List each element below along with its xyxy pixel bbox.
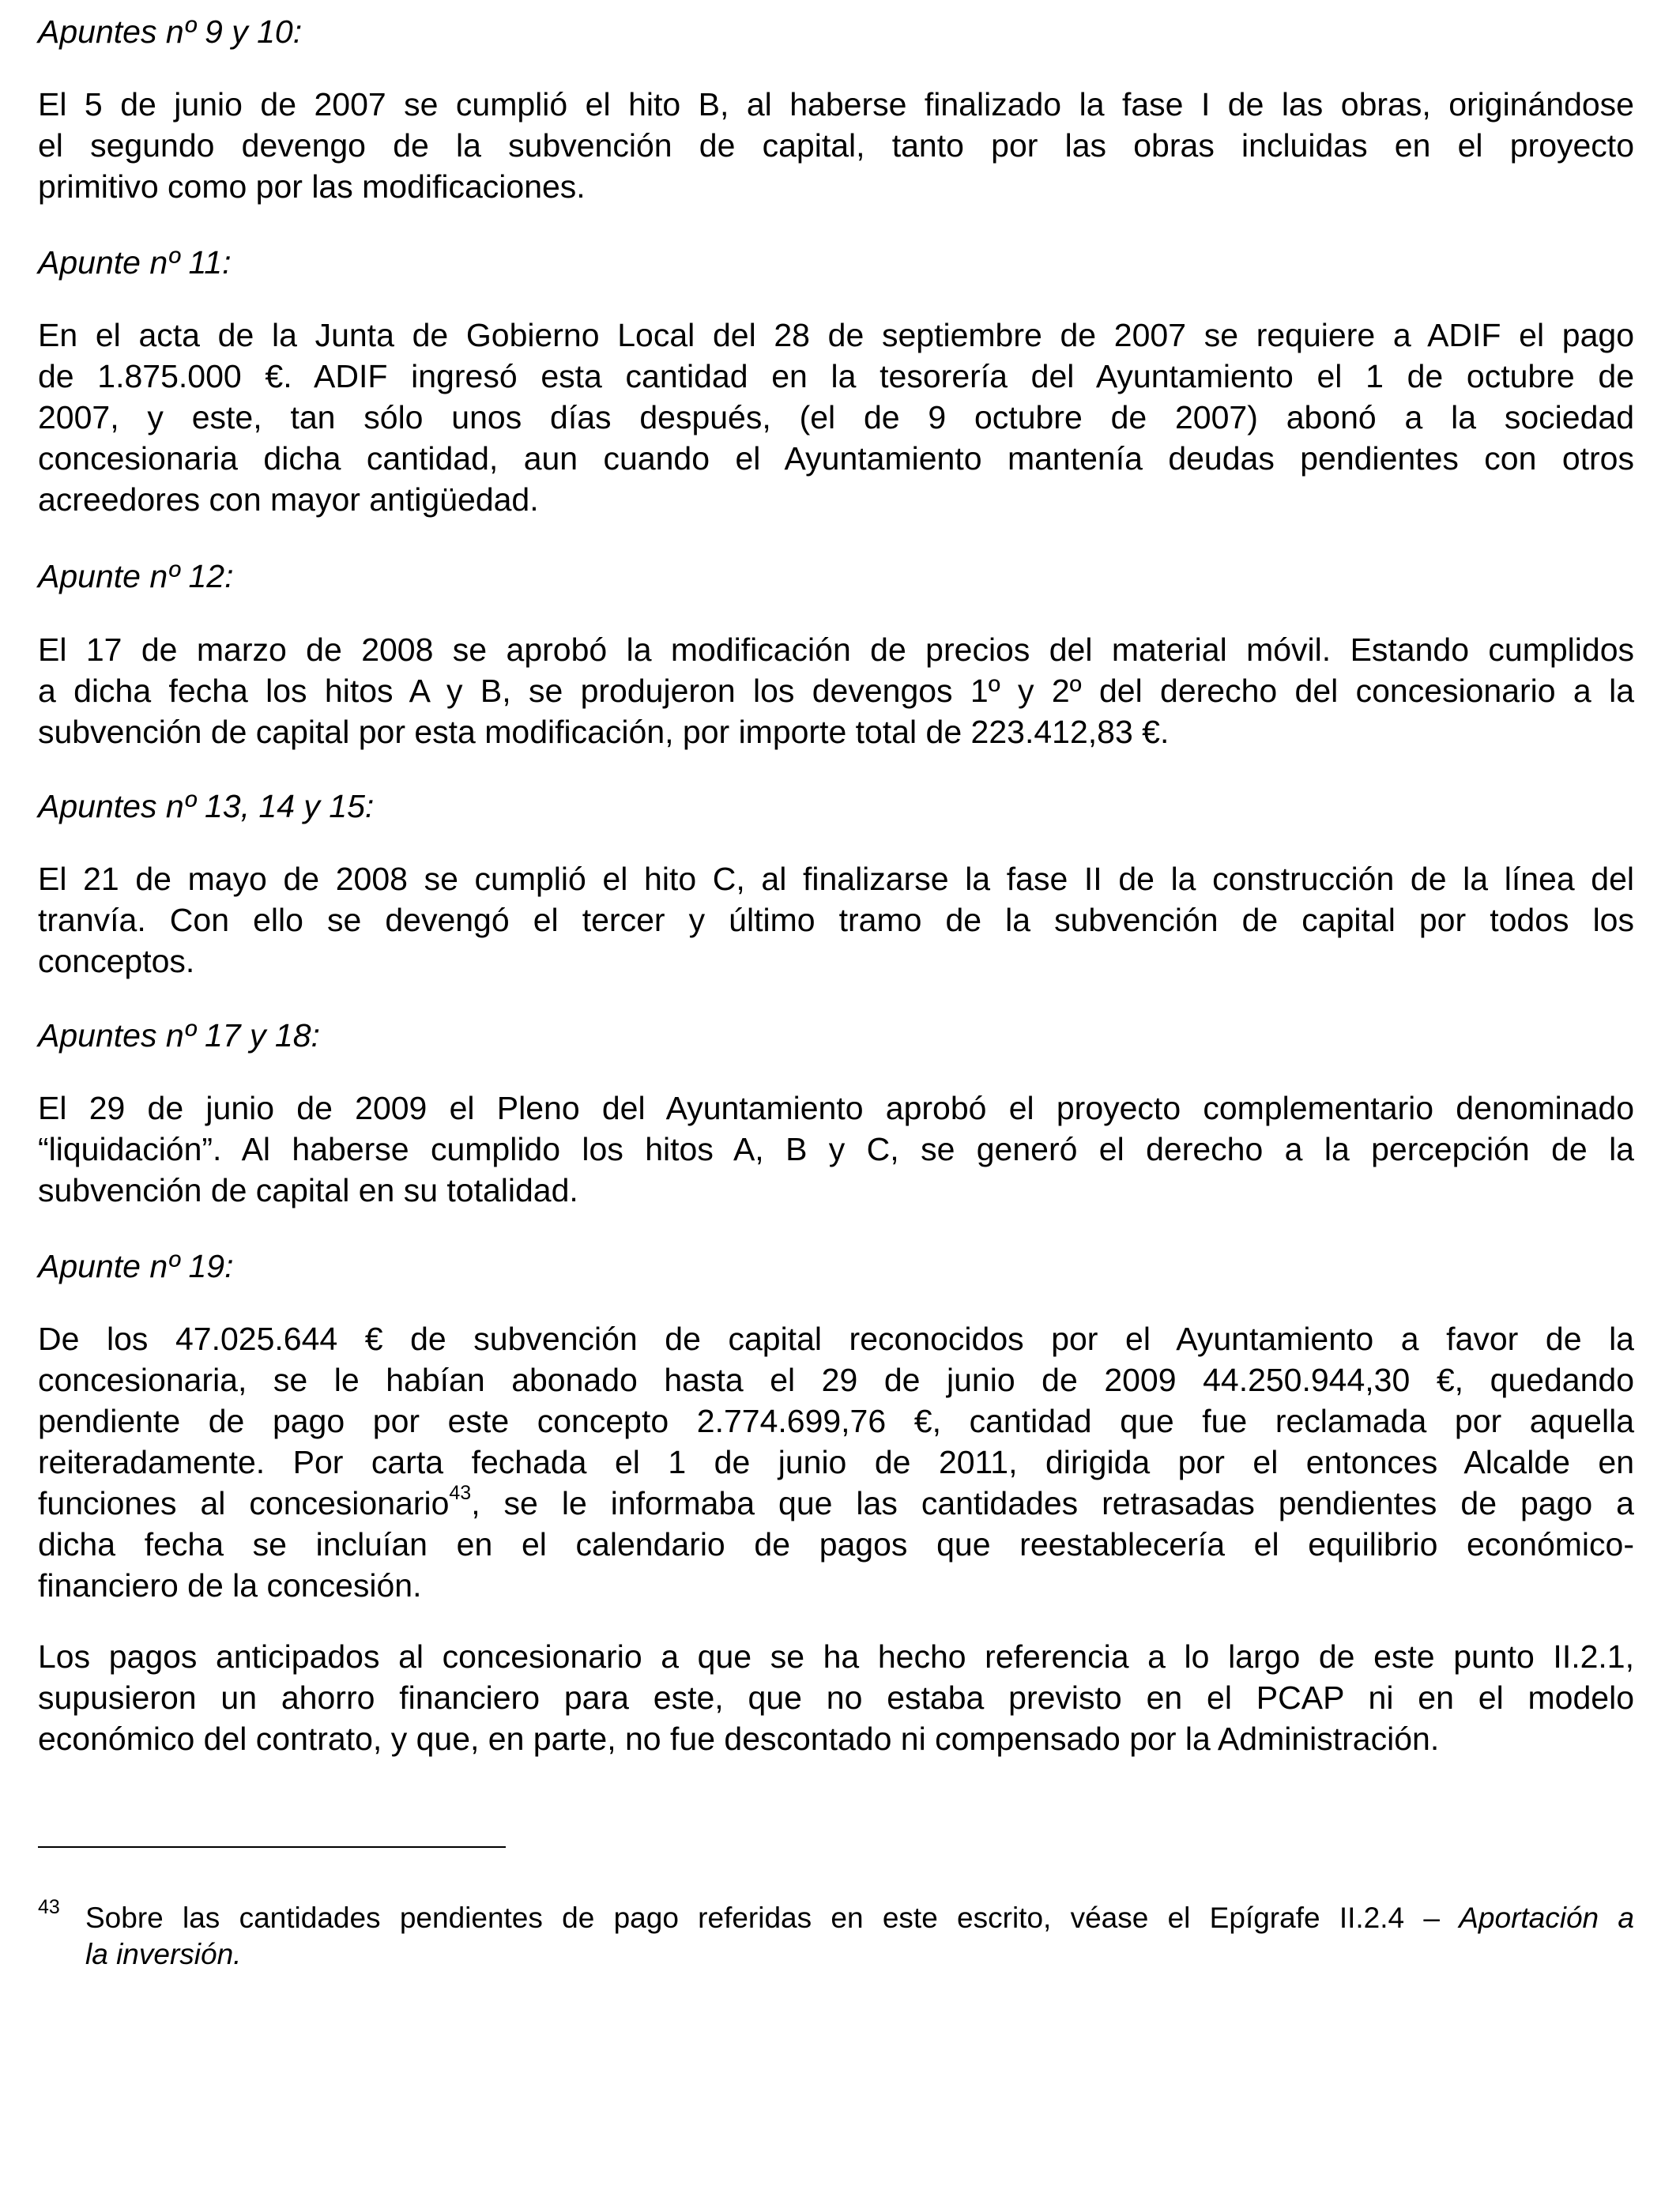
paragraph-line: acreedores con mayor antigüedad. [38, 481, 539, 518]
line-text-after-ref: , se le informaba que las cantidades retrasadas pendientes de pago a [471, 1485, 1634, 1521]
paragraph-line: conceptos. [38, 943, 195, 979]
paragraph-line: concesionaria dicha cantidad, aun cuando el Ayuntamiento mantenía deudas pendientes con otros [38, 440, 1634, 477]
footnote-text-italic: Aportación a [1459, 1902, 1634, 1934]
section-heading-apuntes-17-18: Apuntes nº 17 y 18: [38, 1017, 320, 1054]
paragraph-line: pendiente de pago por este concepto 2.774.699,76 €, cantidad que fue reclamada por aquella [38, 1403, 1634, 1439]
paragraph-apunte-11 [38, 315, 1634, 520]
paragraph-line: tranvía. Con ello se devengó el tercer y último tramo de la subvención de capital por todos los [38, 902, 1634, 938]
paragraph-line: primitivo como por las modificaciones. [38, 168, 586, 205]
paragraph-line: “liquidación”. Al haberse cumplido los hitos A, B y C, se generó el derecho a la percepción de la [38, 1131, 1634, 1167]
section-heading-apuntes-13-14-15: Apuntes nº 13, 14 y 15: [38, 788, 375, 824]
paragraph-line: a dicha fecha los hitos A y B, se produjeron los devengos 1º y 2º del derecho del concesionario a la [38, 673, 1634, 709]
paragraph-line: concesionaria, se le habían abonado hasta el 29 de junio de 2009 44.250.944,30 €, quedando [38, 1362, 1634, 1398]
paragraph-line: El 29 de junio de 2009 el Pleno del Ayuntamiento aprobó el proyecto complementario denominado [38, 1090, 1634, 1126]
paragraph-line: De los 47.025.644 € de subvención de capital reconocidos por el Ayuntamiento a favor de la [38, 1321, 1634, 1357]
paragraph-line: de 1.875.000 €. ADIF ingresó esta cantidad en la tesorería del Ayuntamiento el 1 de octubre de [38, 358, 1634, 394]
footnote-line [85, 1900, 1634, 1936]
section-heading-apunte-12: Apunte nº 12: [38, 558, 234, 594]
footnote-text-italic: la inversión. [85, 1938, 242, 1970]
footnote-separator [38, 1846, 506, 1848]
paragraph-line: financiero de la concesión. [38, 1567, 422, 1604]
paragraph-apuntes-13-14-15 [38, 858, 1634, 982]
paragraph-apuntes-17-18 [38, 1088, 1634, 1211]
paragraph-line: En el acta de la Junta de Gobierno Local del 28 de septiembre de 2007 se requiere a ADIF el pago [38, 317, 1634, 353]
paragraph-apunte-19 [38, 1318, 1634, 1606]
paragraph-line: dicha fecha se incluían en el calendario de pagos que reestablecería el equilibrio económico- [38, 1526, 1634, 1563]
paragraph-line: subvención de capital por esta modificación, por importe total de 223.412,83 €. [38, 714, 1170, 750]
paragraph-apunte-12 [38, 629, 1634, 752]
footnote-line [85, 1936, 1634, 1973]
section-heading-apunte-19: Apunte nº 19: [38, 1248, 234, 1284]
footnote-text [85, 1900, 1634, 1973]
footnote-reference-43[interactable]: 43 [449, 1482, 472, 1505]
paragraph-line: El 5 de junio de 2007 se cumplió el hito B, al haberse finalizado la fase I de las obras, originándose [38, 86, 1634, 123]
paragraph-line-with-footnote-ref [38, 1483, 1634, 1524]
paragraph-line: 2007, y este, tan sólo unos días después, (el de 9 octubre de 2007) abonó a la sociedad [38, 399, 1634, 435]
section-heading-apuntes-9-10: Apuntes nº 9 y 10: [38, 13, 303, 50]
footnote-text-regular: Sobre las cantidades pendientes de pago referidas en este escrito, véase el Epígrafe II.2.4 – [85, 1902, 1440, 1934]
paragraph-line: El 21 de mayo de 2008 se cumplió el hito C, al finalizarse la fase II de la construcción de la línea del [38, 861, 1634, 897]
paragraph-line: económico del contrato, y que, en parte, no fue descontado ni compensado por la Administración. [38, 1721, 1440, 1757]
line-text-before-ref: funciones al concesionario [38, 1485, 450, 1521]
paragraph-conclusion [38, 1636, 1634, 1759]
paragraph-apuntes-9-10 [38, 84, 1634, 207]
section-heading-apunte-11: Apunte nº 11: [38, 244, 232, 281]
paragraph-line: reiteradamente. Por carta fechada el 1 de junio de 2011, dirigida por el entonces Alcalde en [38, 1444, 1634, 1480]
footnote-number: 43 [38, 1896, 60, 1918]
paragraph-line: supusieron un ahorro financiero para este, que no estaba previsto en el PCAP ni en el modelo [38, 1679, 1634, 1716]
paragraph-line: El 17 de marzo de 2008 se aprobó la modificación de precios del material móvil. Estando cumplidos [38, 631, 1634, 668]
paragraph-line: subvención de capital en su totalidad. [38, 1172, 578, 1208]
paragraph-line: el segundo devengo de la subvención de capital, tanto por las obras incluidas en el proyecto [38, 127, 1634, 164]
paragraph-line: Los pagos anticipados al concesionario a que se ha hecho referencia a lo largo de este punto II.2.1, [38, 1638, 1634, 1675]
